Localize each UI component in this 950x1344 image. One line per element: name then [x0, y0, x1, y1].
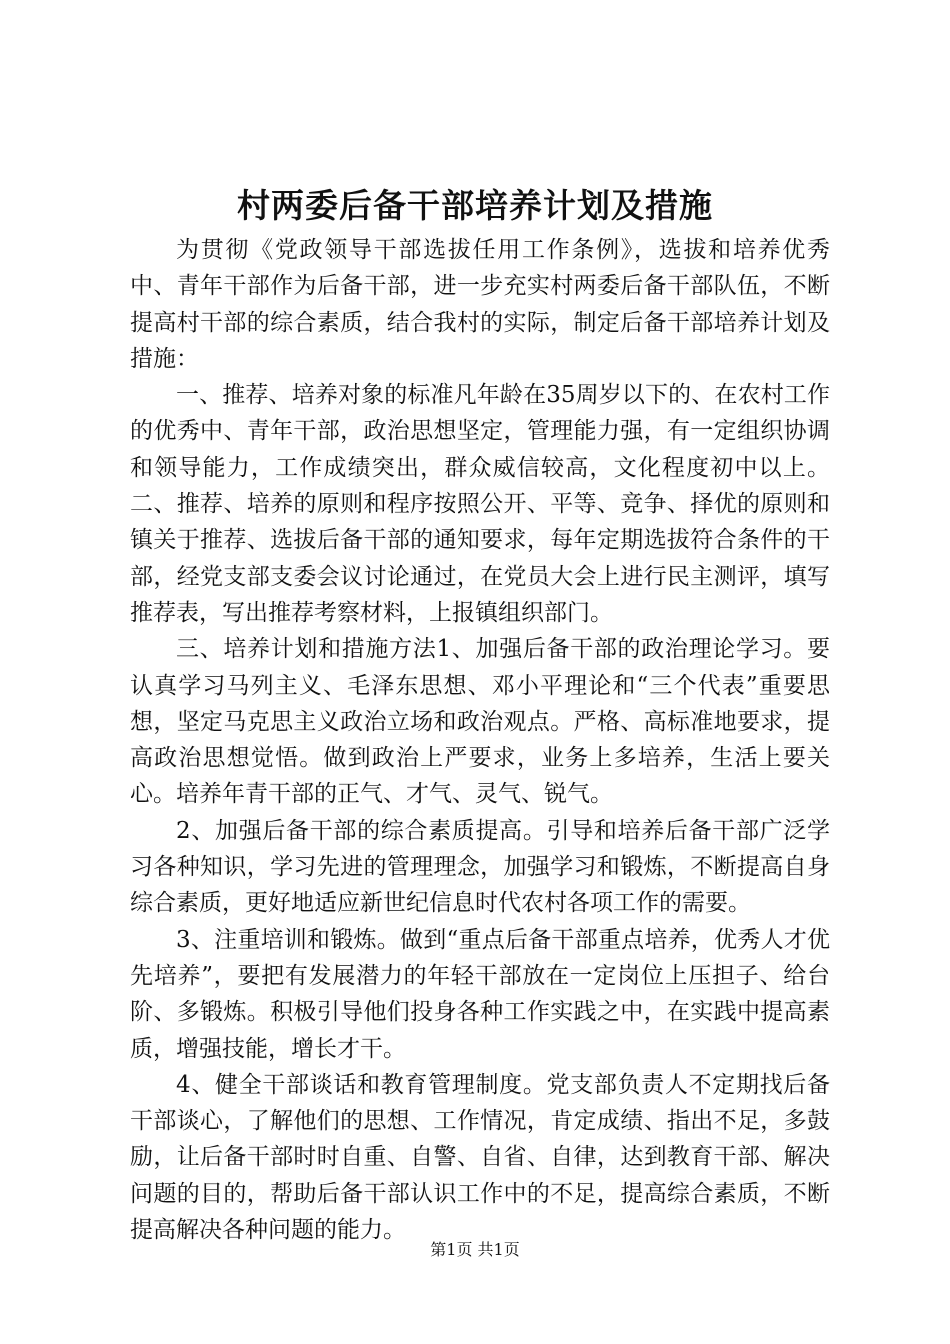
paragraph-intro: 为贯彻《党政领导干部选拔任用工作条例》，选拔和培养优秀中、青年干部作为后备干部，进一步充实村两委后备干部队伍，不断提高村干部的综合素质，结合我村的实际，制定后备干部培养计划及措施： — [130, 237, 830, 372]
paragraph-item-3: 3、注重培训和锻炼。做到“重点后备干部重点培养，优秀人才优先培养”，要把有发展潜力的年轻干部放在一定岗位上压担子、给台阶、多锻炼。积极引导他们投身各种工作实践之中，在实践中提高素质，增强技能，增长才干。 — [130, 926, 830, 1062]
paragraph-item-2: 2、加强后备干部的综合素质提高。引导和培养后备干部广泛学习各种知识，学习先进的管理理念，加强学习和锻炼，不断提高自身综合素质，更好地适应新世纪信息时代农村各项工作的需要。 — [130, 817, 830, 917]
document-body — [130, 232, 830, 1248]
paragraph-section-1-2: 一、推荐、培养对象的标准凡年龄在35周岁以下的、在农村工作的优秀中、青年干部，政治思想坚定，管理能力强，有一定组织协调和领导能力，工作成绩突出，群众威信较高，文化程度初中以上。二、推荐、培养的原则和程序按照公开、平等、竞争、择优的原则和镇关于推荐、选拔后备干部的通知要求，每年定期选拔符合条件的干部，经党支部支委会议讨论通过，在党员大会上进行民主测评，填写推荐表，写出推荐考察材料，上报镇组织部门。 — [130, 382, 830, 626]
paragraph-section-3-item-1: 三、培养计划和措施方法1、加强后备干部的政治理论学习。要认真学习马列主义、毛泽东思想、邓小平理论和“三个代表”重要思想，坚定马克思主义政治立场和政治观点。严格、高标准地要求，提高政治思想觉悟。做到政治上严要求，业务上多培养，生活上要关心。培养年青干部的正气、才气、灵气、锐气。 — [130, 636, 830, 808]
paragraph-item-4: 4、健全干部谈话和教育管理制度。党支部负责人不定期找后备干部谈心，了解他们的思想、工作情况，肯定成绩、指出不足，多鼓励，让后备干部时时自重、自警、自省、自律，达到教育干部、解决问题的目的，帮助后备干部认识工作中的不足，提高综合素质，不断提高解决各种问题的能力。 — [130, 1071, 830, 1244]
document-title: 村两委后备干部培养计划及措施 — [237, 186, 713, 225]
page-footer: 第1页 共1页 — [430, 1240, 520, 1259]
